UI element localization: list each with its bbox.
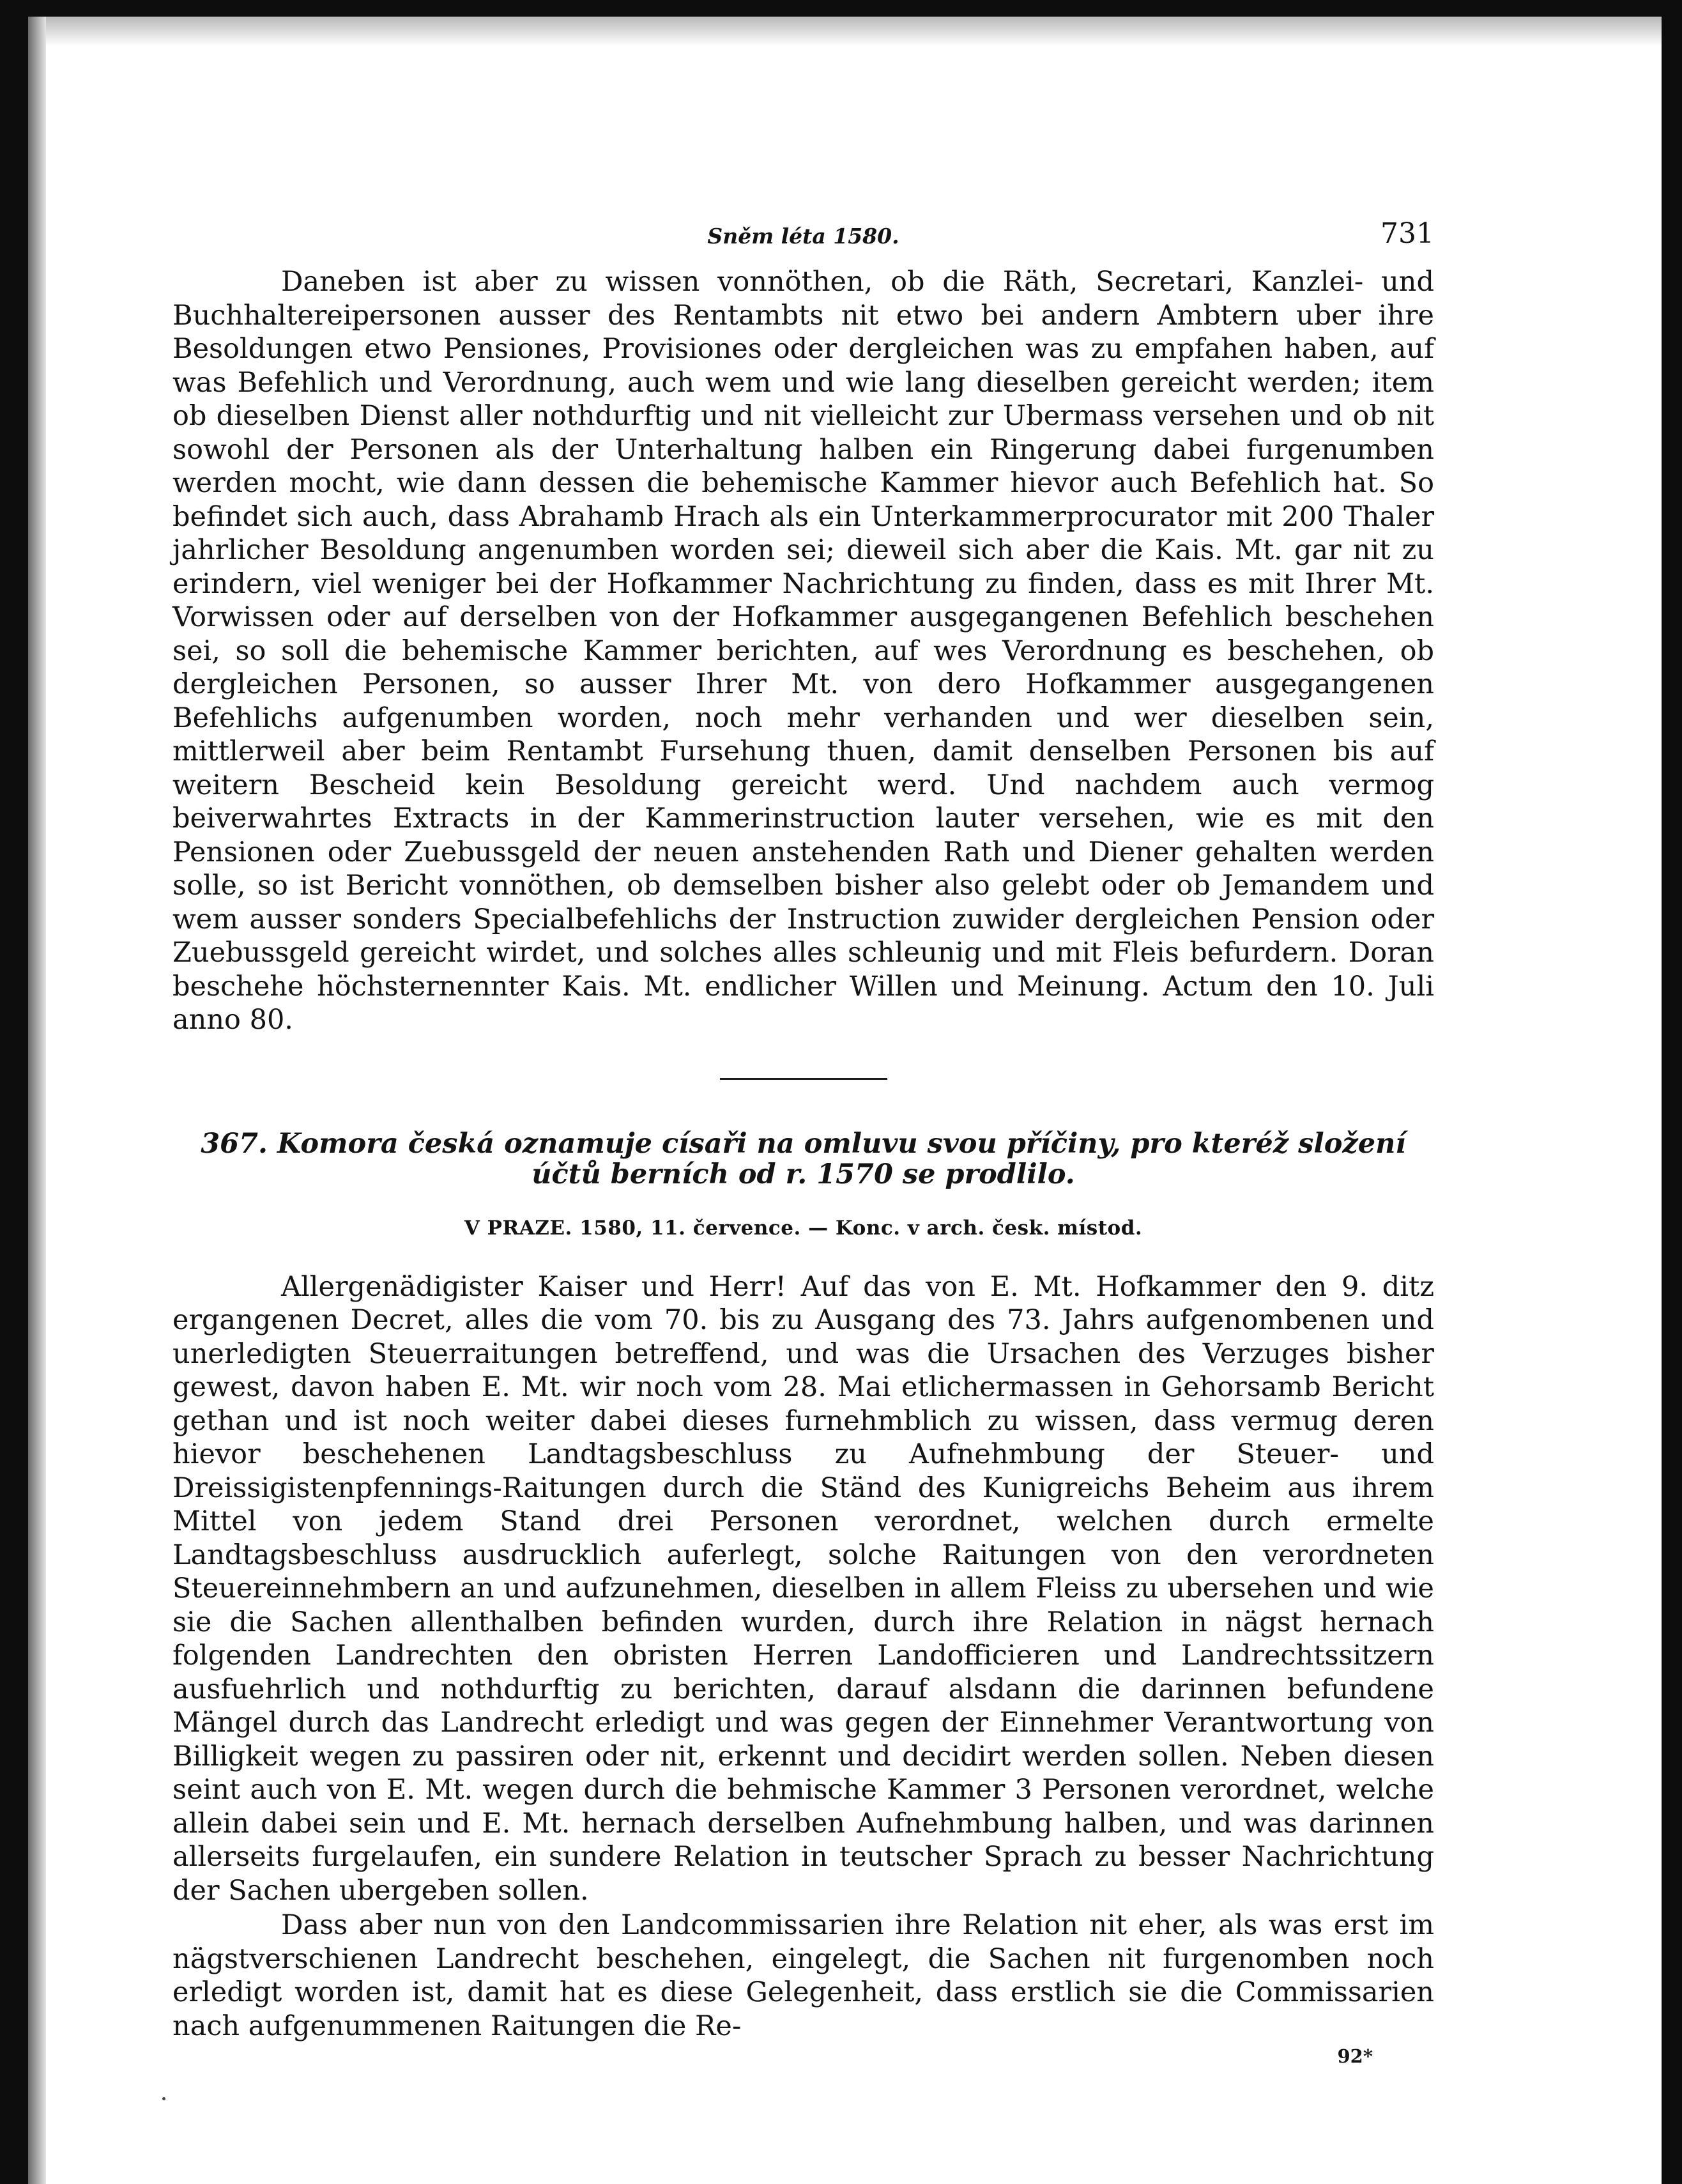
document-number: 367. (201, 1127, 268, 1160)
scan-top-shadow (46, 17, 1663, 46)
section-divider (720, 1078, 887, 1080)
document-title: Komora česká oznamuje císaři na omluvu svou příčiny, pro kteréž složení účtů berních od r. 1570 se prodlilo. (277, 1127, 1406, 1190)
document-heading (172, 1128, 1434, 1190)
page-number: 731 (1380, 217, 1434, 250)
letter-paragraph-1: Allergenädigister Kaiser und Herr! Auf das von E. Mt. Hofkammer den 9. ditz ergangenen Decret, alles die vom 70. bis zu Ausgang des 73. Jahrs aufgenombenen und unerledigten Steuerraitungen betreffend, und was die Ursachen des Verzuges bisher gewest, davon haben E. Mt. wir noch vom 28. Mai etlichermassen in Gehorsamb Bericht gethan und ist noch weiter dabei dieses furnehmblich zu wissen, dass vermug deren hievor beschehenen Landtagsbeschluss zu Aufnehmbung der Steuer- und Dreissigistenpfennings-Raitungen durch die Ständ des Kunigreichs Beheim aus ihrem Mittel von jedem Stand drei Personen verordnet, welchen durch ermelte Landtagsbeschluss ausdrucklich auferlegt, solche Raitungen von den verordneten Steuereinnehmbern an und aufzunehmen, dieselben in allem Fleiss zu ubersehen und wie sie die Sachen allenthalben befinden wurden, durch ihre Relation in nägst hernach folgenden Landrechten den obristen Herren Landofficieren und Landrechtssitzern ausfuehrlich und nothdurftig zu berichten, darauf alsdann die darinnen befundene Mängel durch das Landrecht erledigt und was gegen der Einnehmer Verantwortung von Billigkeit wegen zu passiren oder nit, erkennt und decidirt werden sollen. Neben diesen seint auch von E. Mt. wegen durch die behmische Kammer 3 Personen verordnet, welche allein dabei sein und E. Mt. hernach derselben Aufnehmbung halben, und was darinnen allerseits furgelaufen, ein sundere Relation in teutscher Sprach zu besser Nachrichtung der Sachen ubergeben sollen. (172, 1270, 1434, 1907)
scan-left-border (0, 0, 28, 2184)
scan-speck (162, 2097, 165, 2100)
scan-top-border (28, 0, 1663, 17)
body-paragraph-1: Daneben ist aber zu wissen vonnöthen, ob die Räth, Secretari, Kanzlei- und Buchhaltereipersonen ausser des Rentambts nit etwo bei andern Ambtern uber ihre Besoldungen etwo Pensiones, Provisiones oder dergleichen was zu empfahen haben, auf was Befehlich und Verordnung, auch wem und wie lang dieselben gereicht werden; item ob dieselben Dienst aller nothdurftig und nit vielleicht zur Ubermass versehen und ob nit sowohl der Personen als der Unterhaltung halben ein Ringerung dabei furgenumben werden mocht, wie dann dessen die behemische Kammer hievor auch Befehlich hat. So befindet sich auch, dass Abrahamb Hrach als ein Unterkammerprocurator mit 200 Thaler jahrlicher Besoldung angenumben worden sei; dieweil sich aber die Kais. Mt. gar nit zu erindern, viel weniger bei der Hofkammer Nachrichtung zu finden, dass es mit Ihrer Mt. Vorwissen oder auf derselben von der Hofkammer ausgegangenen Befehlich beschehen sei, so soll die behemische Kammer berichten, auf wes Verordnung es beschehen, ob dergleichen Personen, so ausser Ihrer Mt. von dero Hofkammer ausgegangenen Befehlichs aufgenumben worden, noch mehr verhanden und wer dieselben sein, mittlerweil aber beim Rentambt Fursehung thuen, damit denselben Personen bis auf weitern Bescheid kein Besoldung gereicht werd. Und nachdem auch vermog beiverwahrtes Extracts in der Kammerinstruction lauter versehen, wie es mit den Pensionen oder Zuebussgeld der neuen anstehenden Rath und Diener gehalten werden solle, so ist Bericht vonnöthen, ob demselben bisher also gelebt oder ob Jemandem und wem ausser sonders Specialbefehlichs der Instruction zuwider dergleichen Pension oder Zuebussgeld gereicht wirdet, und solches alles schleunig und mit Fleis befurdern. Doran beschehe höchsternennter Kais. Mt. endlicher Willen und Meinung. Actum den 10. Juli anno 80. (172, 266, 1434, 1036)
scan-left-shadow (28, 0, 46, 2184)
running-title: Sněm léta 1580. (707, 224, 899, 249)
document-source-line: V PRAZE. 1580, 11. července. — Konc. v arch. česk. místod. (464, 1216, 1143, 1240)
letter-paragraph-2: Dass aber nun von den Landcommissarien ihre Relation nit eher, als was erst im nägstverschienen Landrecht beschehen, eingelegt, die Sachen nit furgenomben noch erledigt worden ist, damit hat es diese Gelegenheit, dass erstlich sie die Commissarien nach aufgenummenen Raitungen die Re- (172, 1909, 1434, 2042)
scan-right-border (1662, 0, 1682, 2184)
page-content (172, 217, 1434, 2067)
signature-mark: 92* (1337, 2045, 1373, 2067)
page-header (172, 217, 1434, 256)
